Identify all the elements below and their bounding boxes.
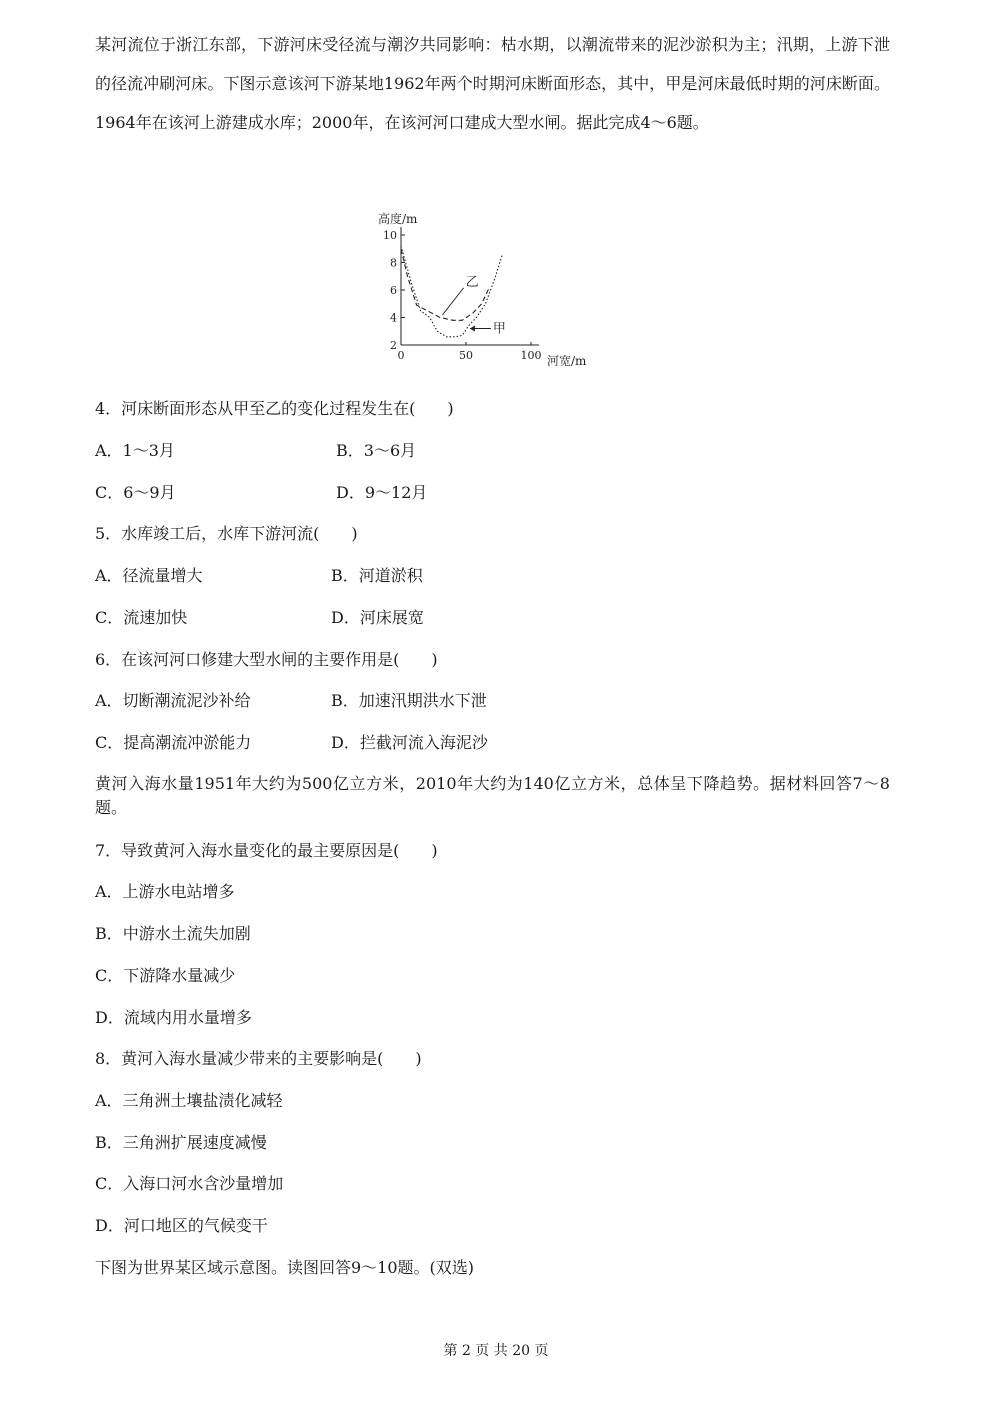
question-4-stem: 4．河床断面形态从甲至乙的变化过程发生在( ) xyxy=(95,399,454,418)
page-footer: 第 2 页 共 20 页 xyxy=(443,1343,549,1359)
y-tick-label: 8 xyxy=(390,256,397,270)
question-8-stem: 8．黄河入海水量减少带来的主要影响是( ) xyxy=(95,1049,422,1068)
series-yi-label: 乙 xyxy=(465,274,479,290)
question-4-option-b[interactable]: B．3～6月 xyxy=(336,441,417,460)
question-5-option-d[interactable]: D．河床展宽 xyxy=(331,608,424,627)
y-tick-label: 6 xyxy=(390,284,397,297)
question-8-option-a[interactable]: A．三角洲土壤盐渍化减轻 xyxy=(95,1091,283,1110)
question-7-option-b[interactable]: B．中游水土流失加剧 xyxy=(95,924,251,943)
y-tick-label: 2 xyxy=(390,339,397,352)
x-tick-label: 50 xyxy=(459,349,473,362)
question-6-option-b[interactable]: B．加速汛期洪水下泄 xyxy=(331,691,487,710)
question-4-option-c[interactable]: C．6～9月 xyxy=(95,483,176,502)
x-tick-label: 100 xyxy=(520,349,542,362)
material-paragraph-region-map: 下图为世界某区域示意图。读图回答9～10题。(双选) xyxy=(95,1258,475,1277)
material-paragraph-yellow-river: 黄河入海水量1951年大约为500亿立方米，2010年大约为140亿立方米，总体呈下降趋势。据材料回答7～8题。 xyxy=(95,774,890,817)
series-jia-label: 甲 xyxy=(492,321,506,337)
question-7-option-c[interactable]: C．下游降水量减少 xyxy=(95,966,236,985)
x-tick-label: 0 xyxy=(397,349,405,362)
question-8-option-d[interactable]: D．河口地区的气候变干 xyxy=(95,1216,268,1235)
question-6-stem: 6．在该河河口修建大型水闸的主要作用是( ) xyxy=(95,650,438,669)
question-6-option-c[interactable]: C．提高潮流冲淤能力 xyxy=(95,733,252,752)
question-5-stem: 5．水库竣工后，水库下游河流( ) xyxy=(95,524,358,543)
question-6-option-a[interactable]: A．切断潮流泥沙补给 xyxy=(95,691,251,710)
series-jia-arrowhead xyxy=(470,326,475,332)
question-8-option-b[interactable]: B．三角洲扩展速度减慢 xyxy=(95,1133,267,1152)
y-axis-label: 高度/m xyxy=(378,212,418,226)
question-7-option-d[interactable]: D．流域内用水量增多 xyxy=(95,1008,252,1027)
y-tick-label: 10 xyxy=(383,229,397,242)
question-6-option-d[interactable]: D．拦截河流入海泥沙 xyxy=(331,733,488,752)
question-4-option-d[interactable]: D．9～12月 xyxy=(336,483,428,502)
series-yi-leader xyxy=(443,288,464,315)
question-7-stem: 7．导致黄河入海水量变化的最主要原因是( ) xyxy=(95,841,438,860)
x-axis-label: 河宽/m xyxy=(547,354,587,368)
riverbed-cross-section-chart xyxy=(370,205,610,375)
y-tick-label: 4 xyxy=(390,311,397,325)
material-paragraph-rivers: 某河流位于浙江东部，下游河床受径流与潮汐共同影响：枯水期，以潮流带来的泥沙淤积为主；汛期，上游下泄的径流冲刷河床。下图示意该河下游某地1962年两个时期河床断面形态，其中，甲是河床最低时期的河床断面。1964年在该河上游建成水库；2000年，在该河河口建成大型水闸。据此完成4～6题。 xyxy=(95,35,890,132)
question-8-option-c[interactable]: C．入海口河水含沙量增加 xyxy=(95,1174,284,1193)
question-7-option-a[interactable]: A．上游水电站增多 xyxy=(95,882,235,901)
question-5-option-b[interactable]: B．河道淤积 xyxy=(331,566,423,585)
question-5-option-a[interactable]: A．径流量增大 xyxy=(95,566,203,585)
question-4-option-a[interactable]: A．1～3月 xyxy=(95,441,175,460)
question-5-option-c[interactable]: C．流速加快 xyxy=(95,608,188,627)
